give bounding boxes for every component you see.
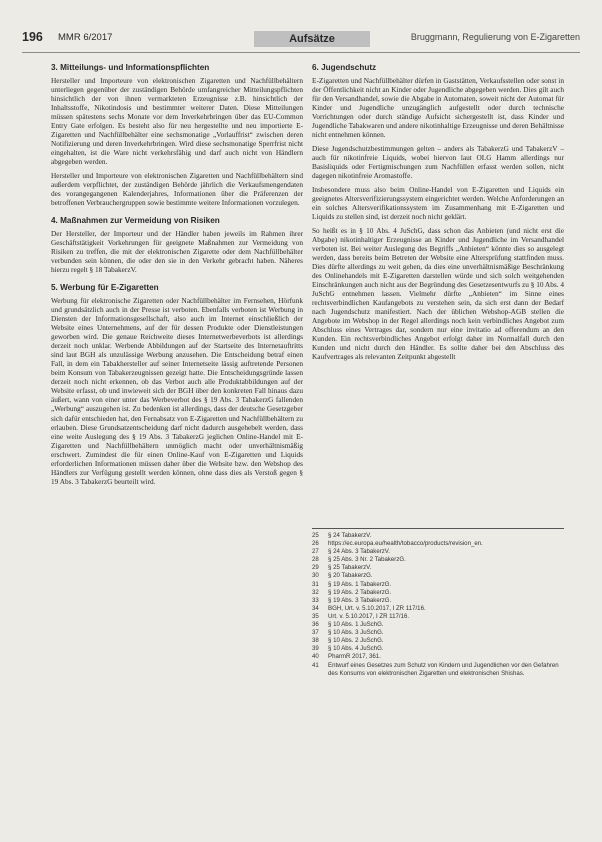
footnote-text: § 10 Abs. 4 JuSchG.: [328, 645, 384, 653]
footnote: [312, 572, 564, 580]
footnote-text: https://ec.europa.eu/health/tobacco/products/revision_en.: [328, 540, 483, 548]
footnote: [312, 564, 564, 572]
paragraph: Hersteller und Importeure von elektronischen Zigaretten und Nachfüllbehältern sind außerdem verpflichtet, der zuständigen Behörde jährlich die Verkaufsmengendaten des vorangegangenen Kalenderjahres, Informationen über die Präferenzen der betroffenen Verbrauchergruppen sowie bestimmte weitere Informationen vorzulegen.: [51, 171, 303, 208]
footnote-number: 40: [312, 653, 319, 661]
heading-massnahmen: 4. Maßnahmen zur Vermeidung von Risiken: [51, 216, 220, 226]
footnote-text: § 20 TabakerzG.: [328, 572, 373, 580]
footnote: [312, 589, 564, 597]
footnote: [312, 621, 564, 629]
running-title: Bruggmann, Regulierung von E-Zigaretten: [410, 32, 580, 42]
heading-mitteilungspflichten: 3. Mitteilungs- und Informationspflichten: [51, 63, 210, 72]
footnote-number: 38: [312, 637, 319, 645]
header-rule: [22, 52, 580, 53]
footnote-number: 33: [312, 596, 319, 604]
paragraph: So heißt es in § 10 Abs. 4 JuSchG, dass schon das Anbieten (und nicht erst die Abgabe) nikotinhaltiger Erzeugnisse an Kinder und Jugendliche im Versandhandel verboten ist. Bei weiter Auslegung des Begriffs „Anbieten“ könnte dies so ausgelegt werden, dass bereits beim Betreten der Website eine Altersprüfung stattfinden muss. Dies dürfte allerdings zu weit gehen, da dies eine unverhältnismäßige Beschränkung des Onlinehandels mit E-Zigaretten darstellen würde und sich solch weitgehenden Einschränkungen auch nicht aus der Begründung des Gesetzesentwurfs zu § 10 Abs. 4 JuSchG entnehmen lassen. Vielmehr dürfte „Anbieten“ im Sinne eines rechtsverbindlichen Kaufangebots zu verstehen sein, da sich erst dann der Bedarf nach Jugendschutz manifestiert. Nach der üblichen Webshop-AGB stellen die Angebote im Webshop in der Regel allerdings noch kein verbindliches Angebot zum Abschluss eines Vertrages dar, sondern nur eine invitatio ad offerendum an den Kunden. Ein rechtsverbindliches Angebot erfolgt daher im Normalfall durch den Kunden und nicht durch den Händler. Es sollte daher bei den Abschluss des Kaufvertrages als relevanten Zeitpunkt abgestellt: [312, 226, 564, 362]
paragraph: Diese Jugendschutzbestimmungen gelten – anders als TabakerzG und TabakerzV – auch für nikotinfreie Liquids, wobei hiervon laut OLG Hamm allerdings nur Basisliquids oder Fertigmischungen zum Nachfüllen erfasst werden sollen, nicht dagegen nikotinfreie Aromastoffe.: [312, 144, 564, 181]
footnote-text: PharmR 2017, 361.: [328, 653, 381, 661]
footnote-text: § 10 Abs. 2 JuSchG.: [328, 637, 384, 645]
footnote-number: 26: [312, 540, 319, 548]
page-header: [22, 30, 580, 50]
page-number: 196: [22, 30, 43, 44]
footnote: [312, 629, 564, 637]
footnote-number: 28: [312, 556, 319, 564]
footnote: [312, 645, 564, 653]
footnote-number: 25: [312, 532, 319, 539]
footnote-text: § 19 Abs. 3 TabakerzG.: [328, 596, 392, 604]
footnote: [312, 653, 564, 661]
paragraph: Insbesondere muss also beim Online-Handel von E-Zigaretten und Liquids ein geeignetes Altersverifizierungssystem eingerichtet werden. Welche Anforderungen an ein solches Altersverifikationssystem im Zusammenhang mit E-Zigaretten und Liquids zu stellen sind, ist derzeit noch nicht geklärt.: [312, 185, 564, 222]
footnote-text: § 25 TabakerzV.: [328, 564, 372, 572]
footnote-number: 31: [312, 580, 319, 588]
heading-jugendschutz: 6. Jugendschutz: [312, 63, 377, 72]
left-column: [51, 62, 303, 491]
heading-werbung: 5. Werbung für E-Zigaretten: [51, 283, 159, 293]
footnotes: [312, 528, 564, 678]
footnote-text: § 19 Abs. 2 TabakerzG.: [328, 588, 392, 596]
section-label: Aufsätze: [254, 31, 370, 47]
footnote: [312, 540, 564, 548]
footnote: [312, 556, 564, 564]
paragraph: Werbung für elektronische Zigaretten oder Nachfüllbehälter im Fernsehen, Hörfunk und grundsätzlich auch in der Presse ist verboten. Ebenfalls verboten ist Werbung in Diensten der Informationsgesellschaft, also auch im Internet einschließlich der Website eines Unternehmens, auf der für dessen Produkte oder Dienstleistungen geworben wird. Die genaue Reichweite dieses Internetwerbeverbots ist allerdings derzeit noch unklar. Werbende Abbildungen auf der Startseite des Internetauftritts sind laut BGH als unzulässige Werbung anzusehen. Die Entscheidung betraf einen Fall, in dem ein Tabakhersteller auf seiner Internetseite lässig auftretende Personen beim Konsum von Tabakerzeugnissen gezeigt hatte. Die Entscheidungsgründe lassen derzeit noch nicht erkennen, ob das Verbot auch alle Produktabbildungen auf der Website erfasst, ob und inwieweit sich der BGH über den konkreten Fall hinaus dazu äußert, wann von einer unter das Werbeverbot des § 19 Abs. 3 TabakerzG fallenden „Werbung“ auszugehen ist. Zu bedenken ist allerdings, dass der deutsche Gesetzgeber sich dafür entschieden hat, den Fernabsatz von E-Zigaretten und Nachfüllbehältern zu erlauben. Diese Grundsatzentscheidung darf nicht dadurch ausgehebelt werden, dass eine weite Auslegung des § 19 Abs. 3 TabakerzG jeglichen Online-Handel mit E-Zigaretten und Nachfüllbehältern unmöglich macht oder unverhältnismäßig erschwert. Zumindest die für einen Online-Kauf von E-Zigaretten und Liquids erforderlichen Informationen müssen daher über die Website bzw. den Webshop des Händlers zur Verfügung gestellt werden können, ohne dass dies als Verstoß gegen § 19 Abs. 3 TabakerzG beurteilt wird.: [51, 296, 303, 486]
footnote: [312, 605, 564, 613]
footnote-text: § 10 Abs. 1 JuSchG.: [328, 621, 384, 629]
footnote: [312, 532, 564, 540]
journal-issue: MMR 6/2017: [58, 32, 113, 43]
footnote-text: § 10 Abs. 3 JuSchG.: [328, 629, 384, 637]
footnote-text: BGH, Urt. v. 5.10.2017, I ZR 117/16.: [328, 604, 426, 612]
footnote: [312, 597, 564, 605]
footnote-text: § 24 TabakerzV.: [328, 532, 372, 539]
footnote-number: 32: [312, 588, 319, 596]
footnote-number: 30: [312, 572, 319, 580]
paragraph: E-Zigaretten und Nachfüllbehälter dürfen in Gaststätten, Verkaufsstellen oder sonst in der Öffentlichkeit nicht an Kinder oder Jugendliche abgegeben werden. Dies gilt auch für den Versandhandel, sowie die Abgabe in Automaten, soweit nicht der Automat für Kinder und Jugendliche unzugänglich aufgestellt oder durch technische Vorrichtungen oder durch ständige Aufsicht sichergestellt ist, dass Kinder und Jugendliche Tabakwaren und andere nikotinhaltige Erzeugnisse und deren Behältnisse nicht entnehmen können.: [312, 76, 564, 140]
footnote-text: Entwurf eines Gesetzes zum Schutz von Kindern und Jugendlichen vor den Gefahren des Konsums von elektronischen Zigaretten und elektronischen Shishas.: [328, 661, 559, 677]
footnote-number: 29: [312, 564, 319, 572]
footnote: [312, 613, 564, 621]
footnote-number: 39: [312, 645, 319, 653]
footnote-text: Urt. v. 5.10.2017, I ZR 117/16.: [328, 612, 410, 620]
footnote-number: 35: [312, 612, 319, 620]
footnote-number: 34: [312, 604, 319, 612]
footnote: [312, 548, 564, 556]
footnote-text: § 24 Abs. 3 TabakerzV.: [328, 548, 390, 556]
footnote-text: § 25 Abs. 3 Nr. 2 TabakerzG.: [328, 556, 406, 564]
right-column: [312, 62, 564, 366]
footnote-number: 27: [312, 548, 319, 556]
footnote-number: 37: [312, 629, 319, 637]
paragraph: Der Hersteller, der Importeur und der Händler haben jeweils im Rahmen ihrer Geschäftstätigkeit Vorkehrungen für geeignete Maßnahmen zur Vermeidung von Risiken zu treffen, die mit der elektronischen Zigarette oder dem Nachfüllbehälter verbunden sein können, die oder den sie in den Verkehr gebracht haben. Näheres hierzu regelt § 18 TabakerzV.: [51, 229, 303, 275]
footnote-number: 36: [312, 621, 319, 629]
footnote: [312, 637, 564, 645]
footnote: [312, 662, 564, 678]
footnote-text: § 19 Abs. 1 TabakerzG.: [328, 580, 392, 588]
footnote-number: 41: [312, 661, 319, 669]
footnote: [312, 581, 564, 589]
paragraph: Hersteller und Importeure von elektronischen Zigaretten und Nachfüllbehältern unterliegen gegenüber der zuständigen Behörde umfangreicher Mitteilungspflichten hinsichtlich der von ihnen vermarkteten Erzeugnisse z.B. hinsichtlich der Inhaltsstoffe, Nikotindosis und bestimmter weiterer Daten. Diese Mitteilungen müssen spätestens sechs Monate vor dem Inverkehrbringen über das EU-Common Entry Gate erfolgen. Es besteht also für neu hergestellte und neu importierte E-Zigaretten und Nachfüllbehälter eine sechsmonatige „Vorlauffrist“ zwischen deren Notifizierung und deren Inverkehrbringen. Wird diese sechsmonatige Sperrfrist nicht eingehalten, ist die Ware nicht verkehrsfähig und darf auch nicht von Händlern abgegeben werden.: [51, 76, 303, 167]
